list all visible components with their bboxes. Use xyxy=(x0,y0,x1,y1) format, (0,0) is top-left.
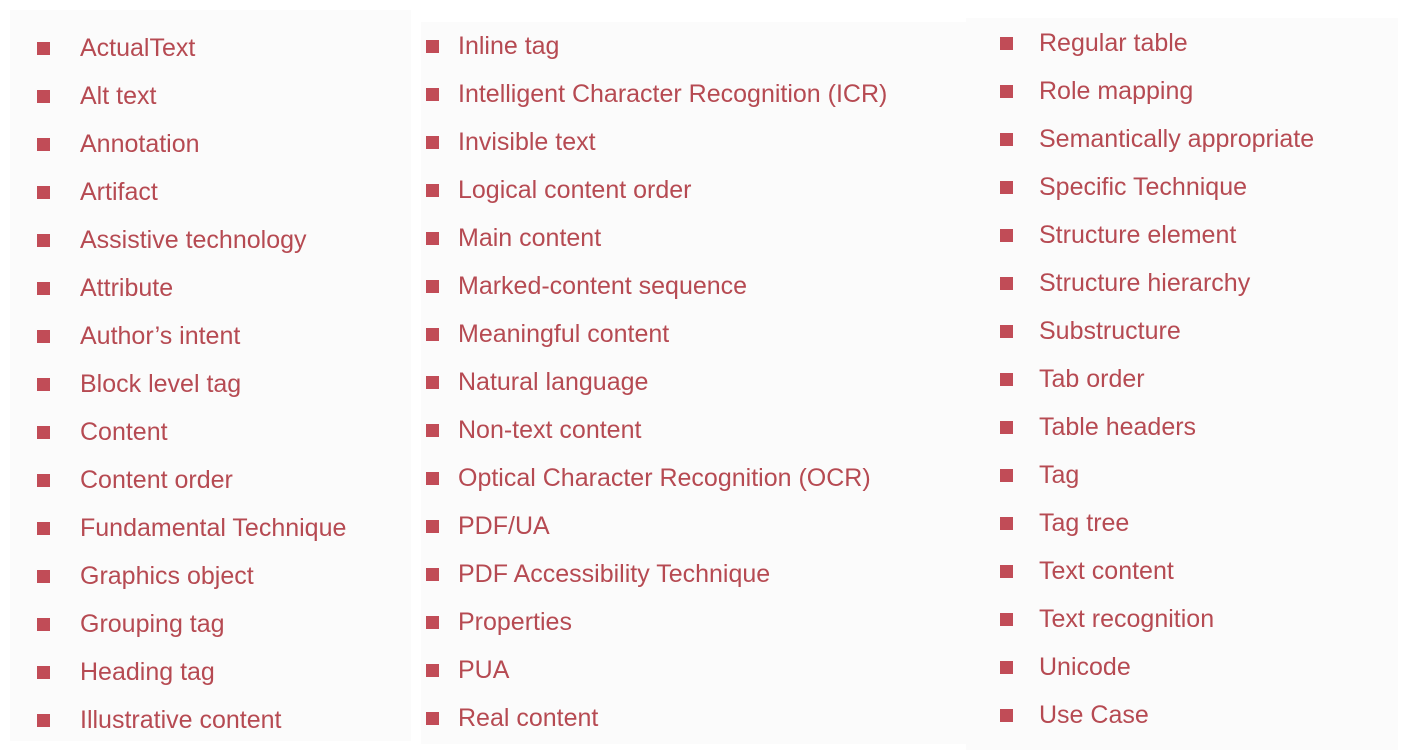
list-item xyxy=(966,67,1398,115)
square-bullet-icon xyxy=(426,280,439,293)
term-label: Semantically appropriate xyxy=(1039,124,1315,153)
term-label: Specific Technique xyxy=(1039,172,1248,201)
term-label: Marked-content sequence xyxy=(458,271,748,300)
list-item xyxy=(10,552,411,600)
list-item xyxy=(10,456,411,504)
term-label: Tag tree xyxy=(1039,508,1130,537)
term-label: Alt text xyxy=(80,81,157,110)
term-label: Invisible text xyxy=(458,127,596,156)
term-label: Illustrative content xyxy=(80,705,282,734)
term-label: Assistive technology xyxy=(80,225,307,254)
square-bullet-icon xyxy=(426,616,439,629)
term-label: Non-text content xyxy=(458,415,642,444)
term-list-2 xyxy=(421,22,978,742)
term-label: Role mapping xyxy=(1039,76,1194,105)
term-label: Inline tag xyxy=(458,31,560,60)
square-bullet-icon xyxy=(1000,325,1013,338)
list-item xyxy=(10,24,411,72)
square-bullet-icon xyxy=(426,232,439,245)
term-label: Substructure xyxy=(1039,316,1181,345)
square-bullet-icon xyxy=(37,234,50,247)
term-label: Fundamental Technique xyxy=(80,513,347,542)
square-bullet-icon xyxy=(426,136,439,149)
list-item xyxy=(10,648,411,696)
list-item xyxy=(966,355,1398,403)
list-item xyxy=(421,502,978,550)
square-bullet-icon xyxy=(37,426,50,439)
term-label: PDF Accessibility Technique xyxy=(458,559,771,588)
list-item xyxy=(421,598,978,646)
list-item xyxy=(10,216,411,264)
term-label: PDF/UA xyxy=(458,511,550,540)
term-label: Block level tag xyxy=(80,369,242,398)
term-label: Tab order xyxy=(1039,364,1145,393)
term-label: Text content xyxy=(1039,556,1174,585)
term-label: Intelligent Character Recognition (ICR) xyxy=(458,79,888,108)
square-bullet-icon xyxy=(1000,613,1013,626)
term-panel-2 xyxy=(421,22,978,744)
list-item xyxy=(966,307,1398,355)
list-item xyxy=(10,600,411,648)
square-bullet-icon xyxy=(1000,565,1013,578)
list-item xyxy=(421,646,978,694)
term-label: Content xyxy=(80,417,168,446)
term-label: Annotation xyxy=(80,129,200,158)
square-bullet-icon xyxy=(426,712,439,725)
square-bullet-icon xyxy=(37,186,50,199)
list-item xyxy=(421,694,978,742)
list-item xyxy=(966,691,1398,739)
term-label: PUA xyxy=(458,655,510,684)
square-bullet-icon xyxy=(1000,709,1013,722)
square-bullet-icon xyxy=(1000,85,1013,98)
list-item xyxy=(966,451,1398,499)
square-bullet-icon xyxy=(426,472,439,485)
term-label: Grouping tag xyxy=(80,609,225,638)
term-panel-3 xyxy=(966,18,1398,750)
square-bullet-icon xyxy=(37,138,50,151)
term-label: Regular table xyxy=(1039,28,1188,57)
term-label: Properties xyxy=(458,607,572,636)
square-bullet-icon xyxy=(37,474,50,487)
list-item xyxy=(966,163,1398,211)
list-item xyxy=(421,550,978,598)
term-list-1 xyxy=(10,10,411,744)
square-bullet-icon xyxy=(426,40,439,53)
list-item xyxy=(966,19,1398,67)
square-bullet-icon xyxy=(37,378,50,391)
list-item xyxy=(421,22,978,70)
square-bullet-icon xyxy=(1000,373,1013,386)
term-label: Graphics object xyxy=(80,561,254,590)
list-item xyxy=(421,214,978,262)
term-label: Logical content order xyxy=(458,175,692,204)
term-list-3 xyxy=(966,18,1398,739)
square-bullet-icon xyxy=(37,42,50,55)
square-bullet-icon xyxy=(426,520,439,533)
square-bullet-icon xyxy=(1000,421,1013,434)
term-label: Content order xyxy=(80,465,233,494)
list-item xyxy=(10,408,411,456)
list-item xyxy=(10,360,411,408)
square-bullet-icon xyxy=(426,568,439,581)
list-item xyxy=(421,358,978,406)
term-label: Natural language xyxy=(458,367,649,396)
list-item xyxy=(966,643,1398,691)
list-item xyxy=(10,504,411,552)
list-item xyxy=(10,312,411,360)
list-item xyxy=(10,120,411,168)
square-bullet-icon xyxy=(426,184,439,197)
term-label: Unicode xyxy=(1039,652,1131,681)
square-bullet-icon xyxy=(1000,277,1013,290)
term-label: Optical Character Recognition (OCR) xyxy=(458,463,871,492)
list-item xyxy=(966,403,1398,451)
square-bullet-icon xyxy=(426,376,439,389)
list-item xyxy=(421,70,978,118)
term-label: Structure hierarchy xyxy=(1039,268,1251,297)
square-bullet-icon xyxy=(37,522,50,535)
square-bullet-icon xyxy=(37,282,50,295)
square-bullet-icon xyxy=(1000,517,1013,530)
square-bullet-icon xyxy=(37,714,50,727)
term-label: Main content xyxy=(458,223,602,252)
term-label: Attribute xyxy=(80,273,174,302)
square-bullet-icon xyxy=(1000,133,1013,146)
square-bullet-icon xyxy=(426,88,439,101)
term-label: Meaningful content xyxy=(458,319,670,348)
term-label: Author’s intent xyxy=(80,321,241,350)
term-label: Structure element xyxy=(1039,220,1237,249)
term-label: Tag xyxy=(1039,460,1080,489)
square-bullet-icon xyxy=(1000,37,1013,50)
term-label: Heading tag xyxy=(80,657,215,686)
list-item xyxy=(10,696,411,744)
square-bullet-icon xyxy=(1000,661,1013,674)
term-label: Artifact xyxy=(80,177,158,206)
term-panel-1 xyxy=(10,10,411,741)
list-item xyxy=(966,115,1398,163)
square-bullet-icon xyxy=(37,330,50,343)
list-item xyxy=(966,211,1398,259)
list-item xyxy=(966,499,1398,547)
square-bullet-icon xyxy=(37,666,50,679)
list-item xyxy=(421,262,978,310)
term-label: Use Case xyxy=(1039,700,1149,729)
list-item xyxy=(421,310,978,358)
list-item xyxy=(966,547,1398,595)
list-item xyxy=(421,406,978,454)
term-label: Real content xyxy=(458,703,599,732)
square-bullet-icon xyxy=(37,618,50,631)
term-label: ActualText xyxy=(80,33,196,62)
square-bullet-icon xyxy=(37,90,50,103)
list-item xyxy=(421,454,978,502)
square-bullet-icon xyxy=(1000,229,1013,242)
square-bullet-icon xyxy=(37,570,50,583)
list-item xyxy=(966,595,1398,643)
list-item xyxy=(421,166,978,214)
list-item xyxy=(10,264,411,312)
list-item xyxy=(966,259,1398,307)
square-bullet-icon xyxy=(426,424,439,437)
square-bullet-icon xyxy=(426,328,439,341)
list-item xyxy=(421,118,978,166)
square-bullet-icon xyxy=(1000,181,1013,194)
term-label: Text recognition xyxy=(1039,604,1215,633)
square-bullet-icon xyxy=(426,664,439,677)
term-label: Table headers xyxy=(1039,412,1197,441)
list-item xyxy=(10,72,411,120)
list-item xyxy=(10,168,411,216)
square-bullet-icon xyxy=(1000,469,1013,482)
